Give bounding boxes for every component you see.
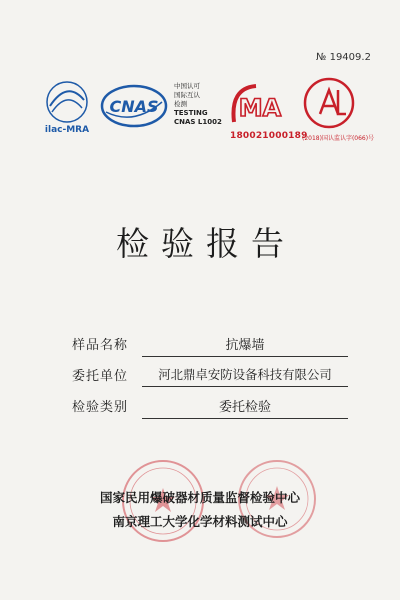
issuer-name: 国家民用爆破器材质量监督检验中心 bbox=[99, 490, 300, 505]
cma-text: MA bbox=[238, 94, 282, 122]
cnas-line: TESTING bbox=[174, 109, 208, 117]
field-value: 河北鼎卓安防设备科技有限公司 bbox=[142, 365, 348, 387]
cma-code: 180021000189 bbox=[230, 131, 308, 141]
ilac-mra-logo bbox=[40, 76, 94, 136]
cnas-line: 国际互认 bbox=[174, 91, 200, 99]
cnas-text: CNAS bbox=[109, 97, 159, 116]
accreditation-logos bbox=[40, 76, 375, 146]
cnas-line: 检测 bbox=[174, 100, 187, 108]
field-value: 抗爆墙 bbox=[142, 334, 348, 357]
report-number: № 19409.2 bbox=[316, 52, 371, 63]
ilac-text: ilac-MRA bbox=[44, 125, 90, 135]
cnas-accreditation-text bbox=[174, 82, 222, 127]
cnas-logo bbox=[100, 82, 170, 132]
cal-code: (2018)国认监认字(066)号 bbox=[302, 135, 375, 142]
page-title: 检验报告 bbox=[116, 224, 296, 263]
cal-logo bbox=[302, 76, 356, 130]
field-label: 检验类别 bbox=[72, 400, 129, 415]
field-sample-name bbox=[72, 332, 362, 363]
sample-info-fields bbox=[72, 332, 362, 425]
field-value: 委托检验 bbox=[142, 396, 348, 419]
cnas-line: CNAS L1002 bbox=[174, 118, 222, 126]
cnas-line: 中国认可 bbox=[174, 82, 200, 90]
issuer-name: 南京理工大学化学材料测试中心 bbox=[112, 514, 288, 529]
field-label: 样品名称 bbox=[72, 338, 129, 353]
field-label: 委托单位 bbox=[72, 369, 129, 384]
field-client bbox=[72, 363, 362, 394]
field-inspection-type bbox=[72, 394, 362, 425]
cma-logo bbox=[228, 82, 286, 128]
